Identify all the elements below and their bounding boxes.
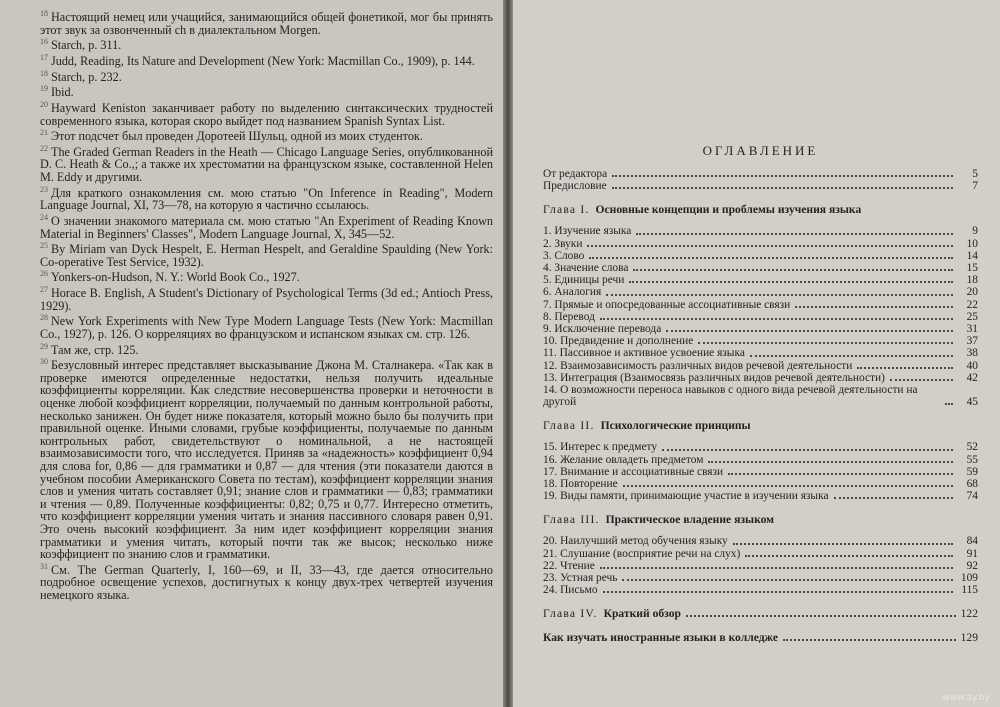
toc-page-number: 91 [966, 547, 978, 560]
toc-page-number: 59 [966, 465, 978, 478]
toc-item [543, 335, 978, 347]
toc-page-number: 92 [966, 559, 978, 572]
footnote [40, 341, 493, 357]
chapter-label: Глава III. [543, 513, 600, 527]
chapter-heading [543, 513, 978, 526]
chapter-label: Глава IV. [543, 607, 598, 621]
toc-item [543, 478, 978, 490]
footnote [40, 312, 493, 340]
toc-page-number: 84 [966, 535, 978, 548]
footnote-text: О значении знакомого материала см. мою статью "An Experiment of Reading Known Material in Beginners' Classes", Modern Language Journal, X, 345—52. [40, 213, 493, 241]
toc-page-number: 109 [960, 572, 978, 585]
toc-item-title: 13. Интеграция (Взаимосвязь различных видов речевой деятельности) [543, 371, 885, 384]
footnote [40, 36, 493, 52]
toc-leader [636, 233, 953, 235]
footnote-number: 31 [40, 561, 48, 571]
toc-item-title: Как изучать иностранные языки в колледже [543, 631, 778, 645]
toc-front-item [543, 180, 978, 192]
toc-page-number: 42 [966, 371, 978, 384]
footnote-number: 24 [40, 212, 48, 222]
toc-item [543, 466, 978, 478]
toc-page-number: 20 [966, 286, 978, 299]
toc-item-title: 3. Слово [543, 249, 585, 262]
footnote-number: 23 [40, 184, 48, 194]
toc-item-title: 24. Письмо [543, 584, 598, 597]
chapter-heading [543, 419, 978, 432]
toc-list [543, 168, 978, 644]
toc-page-number: 40 [966, 359, 978, 372]
toc-page-number: 18 [966, 274, 978, 287]
footnote-text: Безусловный интерес представляет высказывание Джона М. Сталнакера. «Так как в проверке имеются определенные недостатки, нельзя получить идеальные коэффициенты корреляции. Как следствие несовершенства проверки и неточности в оценке любой коэффициент корреляции, получаемый по данным контрольной работы, несколько занижен. Он будет ниже показателя, который можно было бы получить при правильной оценке. Иными словами, грубые коэффициенты, получаемые по данным контрольных работ, свидетельствуют о номинальной, а не настоящей взаимозависимости того, что исследуется. Приняв за «надежность» коэффициент 0,94 для слова for, 0,86 — для грамматики и 0,87 — для чтения (эти показатели даются в учебном пособии Американского Совета по тестам), коэффициент корреляции знания слов и умения читать составляет 0,91; знание слов и грамматики — 0,83; грамматики и чтения — 0,89. Полученные коэффициенты: 0,82; 0,75 и 0,77. Интересно отметить, что коэффициент корреляции умения читать и знания пассивного словаря равен 0,91. Это очень высокий коэффициент. За ним идет коэффициент корреляции знания грамматики и умения читать, который почти так же высок; несколько ниже коэффициент по знанию слов и грамматики. [40, 358, 493, 562]
toc-leader [795, 306, 953, 308]
toc-item-title: 19. Виды памяти, принимающие участие в изучении языка [543, 490, 829, 503]
footnote-number: 18 [40, 9, 48, 18]
footnote-text: Hayward Keniston заканчивает работу по выделению синтаксических трудностей современного языка, которая скоро выйдет под названием Spanish Syntax List. [40, 100, 493, 128]
toc-item [543, 384, 978, 408]
toc-front-item [543, 168, 978, 180]
toc-item [543, 311, 978, 323]
toc-item [543, 360, 978, 372]
toc-item-title: 6. Аналогия [543, 286, 602, 299]
toc-leader [600, 567, 953, 569]
footnote-number: 27 [40, 285, 48, 295]
toc-leader [750, 355, 953, 357]
footnote-number: 16 [40, 37, 48, 47]
footnote-text: Ibid. [51, 85, 74, 100]
toc-item [543, 323, 978, 335]
toc-item-title: 15. Интерес к предмету [543, 441, 658, 454]
toc-item [543, 454, 978, 466]
toc-item-title: 21. Слушание (восприятие речи на слух) [543, 547, 741, 560]
toc-page-number: 52 [966, 441, 978, 454]
chapter-label: Глава I. [543, 203, 590, 217]
toc-item [543, 572, 978, 584]
footnote [40, 561, 493, 602]
toc-leader [733, 543, 953, 545]
toc-item-title: 8. Перевод [543, 310, 595, 323]
toc-leader [603, 591, 953, 593]
toc-leader [622, 579, 953, 581]
footnote-number: 30 [40, 357, 48, 367]
toc-leader [728, 473, 953, 475]
toc-item [543, 347, 978, 359]
footnote-number: 28 [40, 313, 48, 323]
toc-leader [857, 367, 953, 369]
toc-page-number: 45 [966, 396, 978, 409]
footnote [40, 240, 493, 268]
toc-page-number: 25 [966, 310, 978, 323]
footnote-text: Judd, Reading, Its Nature and Development (New York: Macmillan Co., 1909), p. 144. [51, 53, 475, 68]
footnote [40, 212, 493, 240]
right-page-toc [513, 0, 1000, 707]
toc-leader [666, 330, 953, 332]
toc-item [543, 548, 978, 560]
toc-item-title: 18. Повторение [543, 478, 618, 491]
toc-item-title: От редактора [543, 168, 608, 180]
toc-page-number: 31 [966, 323, 978, 336]
footnote-number: 26 [40, 269, 48, 279]
footnote [40, 356, 493, 561]
toc-item-title: 16. Желание овладеть предметом [543, 453, 704, 466]
footnote [40, 284, 493, 312]
toc-item-title: 17. Внимание и ассоциативные связи [543, 465, 724, 478]
footnote-text: Starch, p. 311. [51, 38, 122, 53]
toc-page-number: 129 [960, 631, 978, 645]
chapter-title: Психологические принципы [600, 419, 751, 433]
toc-item-title: 14. О возможности переноса навыков с одного вида речевой деятельности на другой [543, 384, 918, 409]
toc-leader [686, 615, 956, 617]
toc-page-number: 115 [961, 584, 978, 597]
toc-leader [890, 379, 953, 381]
toc-item-title: 7. Прямые и опосредованные ассоциативные связи [543, 298, 791, 311]
toc-item-title: 22. Чтение [543, 559, 595, 572]
footnote-text: Yonkers-on-Hudson, N. Y.: World Book Co., 1927. [51, 270, 300, 285]
toc-leader [606, 294, 953, 296]
footnote [40, 99, 493, 127]
toc-item [543, 274, 978, 286]
toc-item [543, 372, 978, 384]
toc-leader [589, 257, 953, 259]
book-gutter [503, 0, 513, 707]
toc-leader [600, 318, 953, 320]
toc-item-title: 11. Пассивное и активное усвоение языка [543, 347, 745, 360]
toc-page-number: 22 [966, 298, 978, 311]
footnotes-list [40, 8, 493, 602]
toc-leader [662, 449, 953, 451]
toc-page-number: 5 [972, 168, 978, 180]
toc-item-title: 23. Устная речь [543, 572, 618, 585]
footnote [40, 184, 493, 212]
footnote-number: 25 [40, 241, 48, 251]
toc-item [543, 535, 978, 547]
toc-item [543, 225, 978, 237]
toc-page-number: 68 [966, 478, 978, 491]
footnote-text: Настоящий немец или учащийся, занимающийся общей фонетикой, мог бы принять этот звук за озвонченный ch в диалектальном Morgen. [40, 10, 493, 37]
toc-leader [633, 269, 953, 271]
chapter-label: Глава II. [543, 419, 595, 433]
toc-item [543, 286, 978, 298]
footnote-text: Для краткого ознакомления см. мою статью "On Inference in Reading", Modern Language Journal, XI, 73—78, на которую я частично ссылаюсь. [40, 185, 493, 213]
footnote-text: New York Experiments with New Type Modern Language Tests (New York: Macmillan Co., 1927), p. 126. О корреляциях во французском и испанском языках см. стр. 126. [40, 314, 493, 341]
footnote [40, 8, 493, 36]
footnote-text: Starch, p. 232. [51, 69, 122, 84]
toc-item-title: 4. Значение слова [543, 262, 629, 275]
chapter-title: Основные концепции и проблемы изучения языка [595, 203, 862, 217]
toc-page-number: 10 [966, 237, 978, 250]
toc-item-title: 9. Исключение перевода [543, 323, 662, 336]
toc-leader [945, 403, 953, 405]
toc-item [543, 560, 978, 572]
toc-item [543, 584, 978, 596]
toc-leader [708, 461, 953, 463]
toc-page-number: 74 [966, 490, 978, 503]
footnote [40, 68, 493, 84]
toc-leader [612, 175, 953, 177]
toc-leader [587, 245, 953, 247]
footnote-text: Этот подсчет был проведен Доротеей Шульц, одной из моих студенток. [51, 129, 423, 144]
footnote-text: Там же, стр. 125. [51, 342, 139, 357]
toc-page-number: 122 [960, 607, 978, 621]
toc-leader [629, 281, 953, 283]
toc-item-title: 20. Наилучший метод обучения языку [543, 535, 728, 548]
footnote [40, 52, 493, 68]
toc-leader [698, 342, 953, 344]
footnote-text: См. The German Quarterly, I, 160—69, и II, 33—43, где дается относительно подробное освещение успехов, достигнутых к концу двух-трех четвертей изучения немецкого языка. [40, 562, 493, 602]
toc-item [543, 262, 978, 274]
toc-item-title: 12. Взаимозависимость различных видов речевой деятельности [543, 359, 853, 372]
footnote [40, 127, 493, 143]
toc-page-number: 15 [966, 262, 978, 275]
toc-leader [745, 555, 953, 557]
toc-item-title: 10. Предвидение и дополнение [543, 335, 694, 348]
toc-item-title: Предисловие [543, 180, 607, 193]
chapter-heading [543, 203, 978, 216]
footnote [40, 143, 493, 184]
chapter-heading [543, 607, 978, 620]
toc-item [543, 250, 978, 262]
toc-page-number: 37 [966, 335, 978, 348]
chapter-title: Практическое владение языком [605, 513, 775, 527]
toc-leader [612, 187, 953, 189]
footnote-number: 22 [40, 143, 48, 153]
toc-leader [783, 639, 956, 641]
toc-item [543, 490, 978, 502]
toc-page-number: 7 [972, 180, 978, 193]
footnote-text: Horace B. English, A Student's Dictionary of Psychological Terms (3d ed.; Antioch Press, 1929). [40, 286, 493, 313]
toc-page-number: 55 [966, 453, 978, 466]
toc-leader [834, 497, 953, 499]
toc-page-number: 9 [972, 225, 978, 238]
toc-item-title: 1. Изучение языка [543, 225, 632, 238]
footnote-number: 18 [40, 68, 48, 78]
footnote-number: 21 [40, 128, 48, 138]
footnote-text: The Graded German Readers in the Heath — Chicago Language Series, опубликованной D. C. Heath & Co.,; а также их хрестоматии на французском языке, составленной Helen M. Eddy и другими. [40, 144, 493, 185]
toc-item-title: 5. Единицы речи [543, 274, 625, 287]
footnote-number: 29 [40, 341, 48, 351]
footnote-text: By Miriam van Dyck Hespelt, E. Herman Hespelt, and Geraldine Spaulding (New York: Co-operative Test Service, 1932). [40, 242, 493, 269]
toc-closing-item [543, 631, 978, 644]
chapter-title: Краткий обзор [603, 607, 681, 621]
toc-title: ОГЛАВЛЕНИЕ [702, 143, 819, 158]
toc-page-number: 38 [966, 347, 978, 360]
footnote [40, 268, 493, 284]
footnote-number: 19 [40, 84, 48, 94]
toc-leader [623, 485, 953, 487]
toc-item [543, 299, 978, 311]
toc-item [543, 441, 978, 453]
toc-page-number: 14 [966, 249, 978, 262]
toc-item [543, 238, 978, 250]
footnote-number: 20 [40, 99, 48, 109]
watermark: www.ay.by [942, 693, 990, 703]
footnote [40, 83, 493, 99]
toc-item-title: 2. Звуки [543, 237, 583, 250]
footnote-number: 17 [40, 52, 48, 62]
